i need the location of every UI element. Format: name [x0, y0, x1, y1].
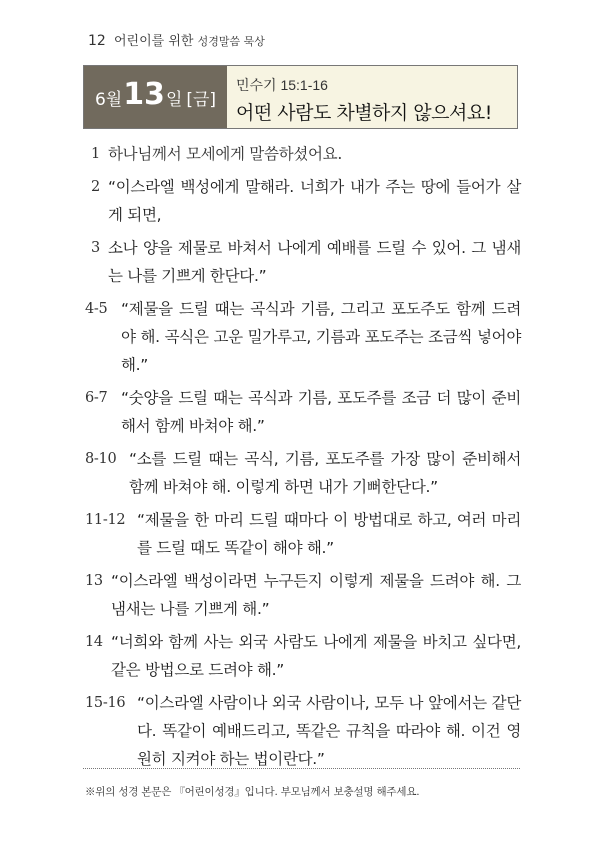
- date-box: [84, 66, 227, 128]
- verse-number: 11-12: [85, 512, 126, 528]
- date-day-suffix: 일: [165, 89, 183, 110]
- verse: [85, 140, 521, 168]
- book-title: 어린이를 위한: [113, 34, 194, 49]
- verse-number: 6-7: [85, 390, 108, 406]
- verse-number: 4-5: [85, 301, 108, 317]
- scripture-reference: 민수기 15:1-16: [236, 77, 328, 93]
- verse: [85, 628, 521, 684]
- verse: [85, 173, 521, 229]
- verse: [85, 234, 521, 290]
- verse-text: “이스라엘 백성에게 말해라. 너희가 내가 주는 땅에 들어가 살게 되면,: [108, 178, 521, 224]
- verse: [85, 689, 521, 773]
- verse-number: 2: [91, 179, 100, 195]
- verse-text: 하나님께서 모세에게 말씀하셨어요.: [108, 145, 342, 163]
- title-box: [227, 66, 517, 128]
- verse: [85, 506, 521, 562]
- verse-list: [85, 140, 521, 778]
- book-subtitle: 성경말씀 묵상: [197, 35, 265, 48]
- verse: [85, 384, 521, 440]
- page-number: 12: [88, 33, 106, 49]
- reading-banner: [83, 65, 518, 129]
- verse-number: 15-16: [85, 695, 126, 711]
- verse-number: 13: [85, 573, 103, 589]
- verse-number: 1: [91, 146, 100, 162]
- verse: [85, 445, 521, 501]
- date-weekday: [금]: [186, 89, 217, 110]
- verse-text: “너희와 함께 사는 외국 사람도 나에게 제물을 바치고 싶다면, 같은 방법으로 드려야 해.”: [111, 633, 521, 679]
- running-header: [88, 30, 265, 49]
- verse-text: 소나 양을 제물로 바쳐서 나에게 예배를 드릴 수 있어. 그 냄새는 나를 기쁘게 한단다.”: [108, 239, 521, 285]
- verse-text: “이스라엘 사람이나 외국 사람이나, 모두 나 앞에서는 같단다. 똑같이 예배드리고, 똑같은 규칙을 따라야 해. 이건 영원히 지켜야 하는 법이란다.”: [137, 694, 521, 768]
- reading-title: 어떤 사람도 차별하지 않으셔요!: [236, 102, 492, 124]
- verse-number: 3: [91, 240, 100, 256]
- date-month: 6월: [94, 89, 123, 110]
- verse-text: “소를 드릴 때는 곡식, 기름, 포도주를 가장 많이 준비해서 함께 바쳐야 해. 이렇게 하면 내가 기뻐한단다.”: [129, 450, 521, 496]
- footer-divider: [83, 768, 520, 769]
- verse-number: 8-10: [85, 451, 117, 467]
- verse: [85, 295, 521, 379]
- date-day: 13: [123, 76, 165, 112]
- footer-note: ※위의 성경 본문은 『어린이성경』입니다. 부모님께서 보충설명 해주세요.: [85, 786, 420, 798]
- verse: [85, 567, 521, 623]
- verse-text: “이스라엘 백성이라면 누구든지 이렇게 제물을 드려야 해. 그 냄새는 나를 기쁘게 해.”: [111, 572, 521, 618]
- verse-text: “제물을 한 마리 드릴 때마다 이 방법대로 하고, 여러 마리를 드릴 때도 똑같이 해야 해.”: [137, 511, 521, 557]
- verse-number: 14: [85, 634, 103, 650]
- verse-text: “제물을 드릴 때는 곡식과 기름, 그리고 포도주도 함께 드려야 해. 곡식은 고운 밀가루고, 기름과 포도주는 조금씩 넣어야 해.”: [121, 300, 521, 374]
- verse-text: “숫양을 드릴 때는 곡식과 기름, 포도주를 조금 더 많이 준비해서 함께 바쳐야 해.”: [121, 389, 521, 435]
